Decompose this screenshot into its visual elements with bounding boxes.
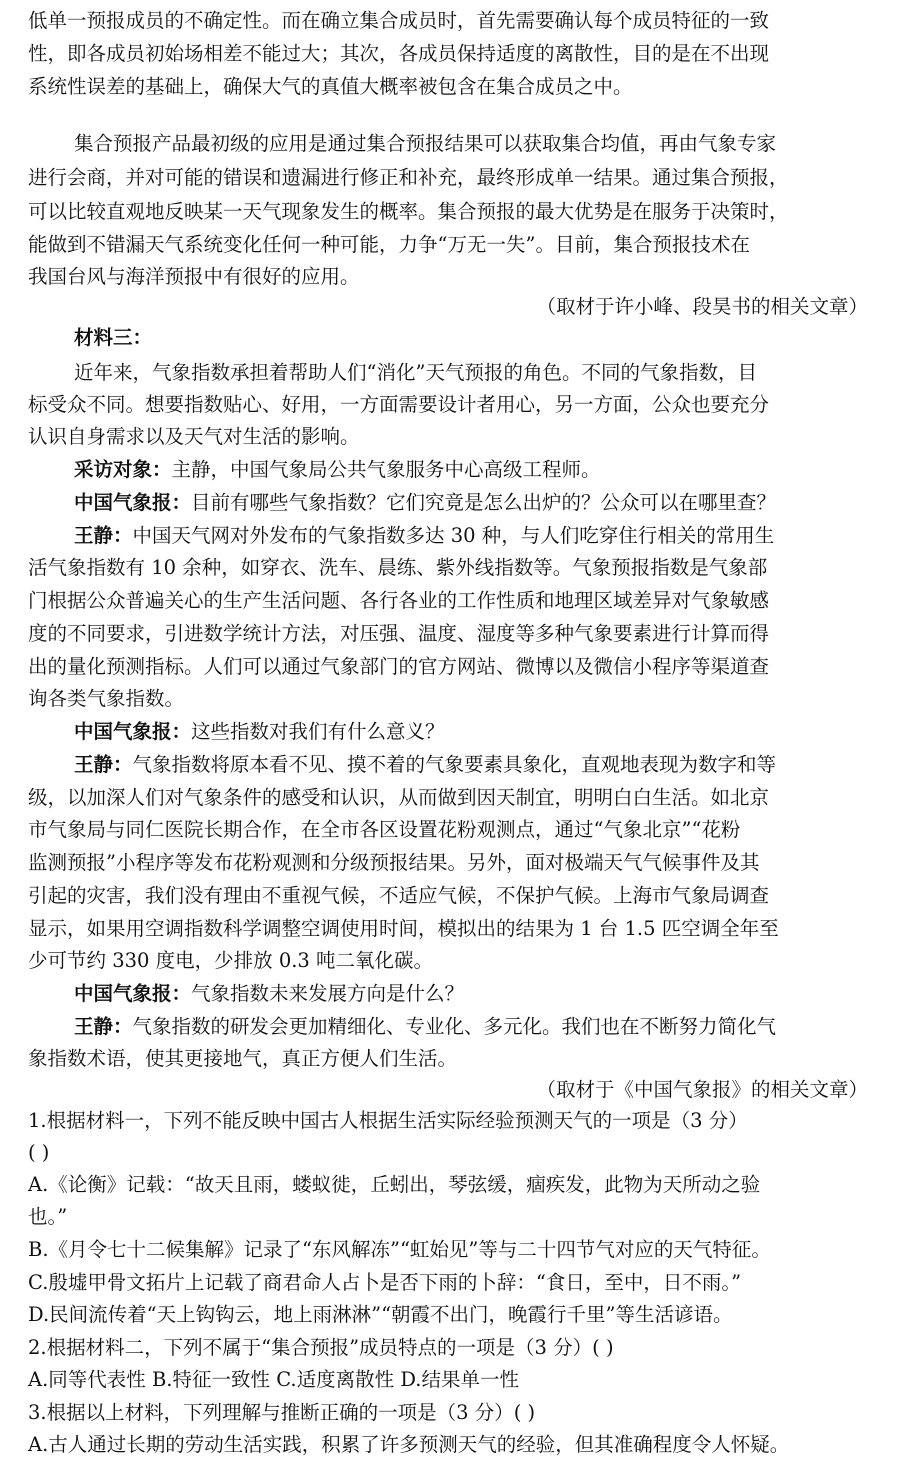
speaker-label: 王静：: [74, 1015, 133, 1038]
speaker-text: 中国天气网对外发布的气象指数多达 30 种，与人们吃穿住行相关的常用生: [132, 524, 775, 547]
paragraph-line: 我国台风与海洋预报中有很好的应用。: [28, 265, 360, 288]
answer-blank: ( ): [28, 1141, 50, 1164]
speaker-label: 王静：: [74, 524, 133, 547]
interview-question: [74, 981, 464, 1007]
speaker-label: 中国气象报：: [74, 982, 192, 1005]
option-line: A.古人通过长期的劳动生活实践，积累了许多预测天气的经验，但其准确程度令人怀疑。: [28, 1433, 790, 1456]
paragraph-line: 出的量化预测指标。人们可以通过气象部门的官方网站、微博以及微信小程序等渠道查: [28, 655, 770, 678]
source-attribution: （取材于许小峰、段昊书的相关文章）: [536, 295, 868, 318]
paragraph-line: 低单一预报成员的不确定性。而在确立集合成员时，首先需要确认每个成员特征的一致: [28, 9, 770, 32]
speaker-label: 中国气象报：: [74, 491, 192, 514]
interview-question: [74, 719, 445, 745]
paragraph-line: 认识自身需求以及天气对生活的影响。: [28, 425, 360, 448]
paragraph-line: 可以比较直观地反映某一天气现象发生的概率。集合预报的最大优势是在服务于决策时，: [28, 200, 789, 223]
paragraph-line: 引起的灾害，我们没有理由不重视气候，不适应气候，不保护气候。上海市气象局调查: [28, 884, 770, 907]
source-attribution: （取材于《中国气象报》的相关文章）: [536, 1078, 868, 1101]
paragraph-line: 能做到不错漏天气系统变化任何一种可能，力争“万无一失”。目前，集合预报技术在: [28, 233, 750, 256]
paragraph-line: 进行会商，并对可能的错误和遗漏进行修正和补充，最终形成单一结果。通过集合预报，: [28, 166, 789, 189]
speaker-text: 目前有哪些气象指数？它们究竟是怎么出炉的？公众可以在哪里查？: [191, 491, 777, 514]
option-line: A.《论衡》记载：“故天且雨，蝼蚁徙，丘蚓出，琴弦缓，痼疾发，此物为天所动之验: [28, 1173, 761, 1196]
speaker-text: 气象指数将原本看不见、摸不着的气象要素具象化，直观地表现为数字和等: [132, 753, 777, 776]
speaker-label: 中国气象报：: [74, 720, 192, 743]
interviewee-line: [74, 457, 601, 483]
interview-answer-line: [74, 1014, 776, 1040]
speaker-text: 气象指数的研发会更加精细化、专业化、多元化。我们也在不断努力简化气: [132, 1015, 777, 1038]
option-line: 也。”: [28, 1205, 68, 1228]
paragraph-line: 象指数术语，使其更接地气，真正方便人们生活。: [28, 1047, 458, 1070]
paragraph-line: 级，以加深人们对气象条件的感受和认识，从而做到因天制宜，明明白白生活。如北京: [28, 786, 770, 809]
interview-answer-line: [74, 523, 774, 549]
section-heading: 材料三：: [74, 326, 153, 349]
question-stem: 2.根据材料二，下列不属于“集合预报”成员特点的一项是（3 分）( ): [28, 1336, 614, 1359]
paragraph-line: 活气象指数有 10 余种，如穿衣、洗车、晨练、紫外线指数等。气象预报指数是气象部: [28, 556, 768, 579]
option-line: D.民间流传着“天上钩钩云，地上雨淋淋”“朝霞不出门，晚霞行千里”等生活谚语。: [28, 1303, 733, 1326]
interview-question: [74, 490, 776, 516]
option-line: A.同等代表性 B.特征一致性 C.适度离散性 D.结果单一性: [28, 1368, 519, 1391]
paragraph-line: 性，即各成员初始场相差不能过大；其次，各成员保持适度的离散性，目的是在不出现: [28, 42, 770, 65]
question-stem: 3.根据以上材料，下列理解与推断正确的一项是（3 分）( ): [28, 1401, 536, 1424]
paragraph-line: 近年来，气象指数承担着帮助人们“消化”天气预报的角色。不同的气象指数，目: [74, 361, 757, 384]
speaker-label: 王静：: [74, 753, 133, 776]
speaker-text: 气象指数未来发展方向是什么？: [191, 982, 465, 1005]
paragraph-line: 集合预报产品最初级的应用是通过集合预报结果可以获取集合均值，再由气象专家: [74, 132, 777, 155]
option-line: C.殷墟甲骨文拓片上记载了商君命人占卜是否下雨的卜辞：“食日，至中，日不雨。”: [28, 1271, 742, 1294]
paragraph-line: 度的不同要求，引进数学统计方法，对压强、温度、湿度等多种气象要素进行计算而得: [28, 622, 770, 645]
interview-answer-line: [74, 752, 776, 778]
option-line: B.《月令七十二候集解》记录了“东风解冻”“虹始见”等与二十四节气对应的天气特征。: [28, 1238, 771, 1261]
paragraph-line: 门根据公众普遍关心的生产生活问题、各行各业的工作性质和地理区域差异对气象敏感: [28, 589, 770, 612]
speaker-label: 采访对象：: [74, 458, 172, 481]
paragraph-line: 少可节约 330 度电，少排放 0.3 吨二氧化碳。: [28, 949, 434, 972]
question-stem: 1.根据材料一，下列不能反映中国古人根据生活实际经验预测天气的一项是（3 分）: [28, 1109, 748, 1132]
paragraph-line: 询各类气象指数。: [28, 687, 185, 710]
paragraph-line: 监测预报”小程序等发布花粉观测和分级预报结果。另外，面对极端天气气候事件及其: [28, 851, 760, 874]
paragraph-line: 市气象局与同仁医院长期合作，在全市各区设置花粉观测点，通过“气象北京”“花粉: [28, 818, 741, 841]
paragraph-line: 标受众不同。想要指数贴心、好用，一方面需要设计者用心，另一方面，公众也要充分: [28, 393, 770, 416]
speaker-text: 主静，中国气象局公共气象服务中心高级工程师。: [171, 458, 601, 481]
speaker-text: 这些指数对我们有什么意义？: [191, 720, 445, 743]
paragraph-line: 显示，如果用空调指数科学调整空调使用时间，模拟出的结果为 1 台 1.5 匹空调全年至: [28, 917, 779, 940]
paragraph-line: 系统性误差的基础上，确保大气的真值大概率被包含在集合成员之中。: [28, 75, 633, 98]
